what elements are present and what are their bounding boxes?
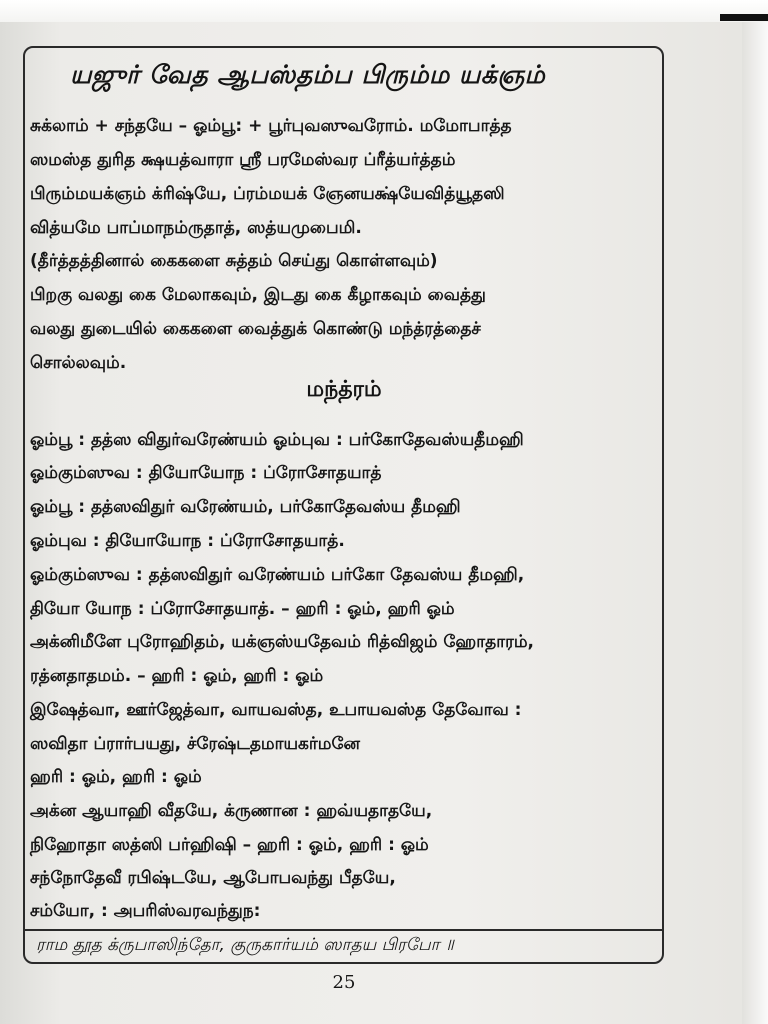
mantra-line: அக்னிமீளே புரோஹிதம், யக்ஞஸ்யதேவம் ரித்விஜம் ஹோதாரம், <box>30 632 534 652</box>
intro-line: ஸமஸ்த துரித க்ஷயத்வாரா ஸ்ரீ பரமேஸ்வர ப்ரீத்யர்த்தம் <box>30 150 456 170</box>
mantra-line: ஓம்கும்ஸுவ : தத்ஸவிதுர் வரேண்யம் பர்கோ தேவஸ்ய தீமஹி, <box>30 565 525 585</box>
mantra-line: சம்யோ, : அபரிஸ்வரவந்துந: <box>30 901 261 921</box>
corner-mark <box>720 14 768 21</box>
footer-verse: ராம தூத க்ருபாஸிந்தோ, குருகார்யம் ஸாதய பிரபோ ॥ <box>36 935 454 955</box>
mantra-line: அக்ன ஆயாஹி வீதயே, க்ருணான : ஹவ்யதாதயே, <box>30 801 433 821</box>
page-right-edge <box>742 22 768 1024</box>
mantra-line: இஷேத்வா, ஊர்ஜேத்வா, வாயவஸ்த, உபாயவஸ்த தேவோவ : <box>30 700 522 720</box>
page-title: யஜுர் வேத ஆபஸ்தம்ப பிரும்ம யக்ஞம் <box>70 60 546 89</box>
mantra-line: சந்நோதேவீ ரபிஷ்டயே, ஆபோபவந்து பீதயே, <box>30 868 396 888</box>
mantra-line: ஓம்கும்ஸுவ : தியோயோந : ப்ரோசோதயாத் <box>30 463 382 483</box>
mantra-line: நிஹோதா ஸத்ஸி பர்ஹிஷி – ஹரி : ஓம், ஹரி : ஓம் <box>30 835 429 855</box>
mantra-line: ஓம்பூ : தத்ஸவிதுர் வரேண்யம், பர்கோதேவஸ்ய தீமஹி <box>30 497 461 517</box>
intro-line: பிரும்மயக்ஞம் க்ரிஷ்யே, ப்ரம்மயக் ஞேனயக்ஷ்யேவித்யூதஸி <box>30 184 505 204</box>
mantra-line: ஓம்புவ : தியோயோந : ப்ரோசோதயாத். <box>30 531 345 551</box>
intro-line: சொல்லவும். <box>30 353 127 373</box>
mantra-line: ஸவிதா ப்ரார்பயது, ச்ரேஷ்டதமாயகர்மனே <box>30 734 361 754</box>
mantra-line: தியோ யோந : ப்ரோசோதயாத். – ஹரி : ஓம், ஹரி ஓம் <box>30 599 455 619</box>
intro-line: வலது துடையில் கைகளை வைத்துக் கொண்டு மந்த்ரத்தைச் <box>30 319 481 339</box>
footer-divider <box>23 929 664 931</box>
intro-line: வித்யமே பாப்மாநம்ருதாத், ஸத்யமுபைமி. <box>30 218 362 238</box>
intro-line: பிறகு வலது கை மேலாகவும், இடது கை கீழாகவும் வைத்து <box>30 285 486 305</box>
page-top-edge <box>0 0 768 22</box>
page-number: 25 <box>332 972 356 993</box>
mantra-line: ரத்னதாதமம். – ஹரி : ஓம், ஹரி : ஓம் <box>30 666 324 686</box>
mantra-line: ஓம்பூ : தத்ஸ விதுர்வரேண்யம் ஓம்புவ : பர்கோதேவஸ்யதீமஹி <box>30 430 524 450</box>
intro-line: சுக்லாம் + சந்தயே – ஓம்பூ: + பூர்புவஸுவரோம். மமோபாத்த <box>30 116 512 136</box>
mantra-heading: மந்த்ரம் <box>306 377 382 402</box>
mantra-line: ஹரி : ஓம், ஹரி : ஓம் <box>30 767 202 787</box>
intro-line: (தீர்த்தத்தினால் கைகளை சுத்தம் செய்து கொள்ளவும்) <box>30 251 438 271</box>
